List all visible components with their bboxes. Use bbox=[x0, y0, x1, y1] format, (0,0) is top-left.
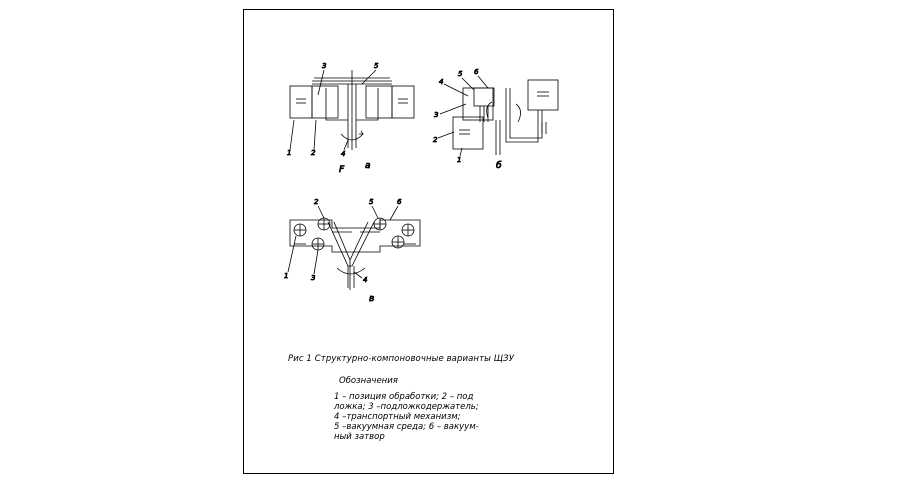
panel-b-label: б bbox=[496, 161, 502, 171]
legend-line: 4 –транспортный механизм; bbox=[334, 412, 461, 422]
legend-line: ный затвор bbox=[334, 432, 385, 442]
legend bbox=[334, 392, 514, 442]
panel-b-number-5: 5 bbox=[458, 70, 463, 78]
figure-caption: Рис 1 Структурно-компоновочные варианты ЩЗУ bbox=[288, 354, 514, 364]
panel-a-number-1: 1 bbox=[287, 149, 292, 157]
panel-a-diagram bbox=[290, 70, 414, 150]
document-page bbox=[243, 9, 614, 474]
panel-b-number-3: 3 bbox=[434, 111, 439, 119]
legend-line: 1 – позиция обработки; 2 – под bbox=[334, 392, 474, 402]
panel-b-diagram bbox=[438, 76, 558, 156]
panel-a-number-4: 4 bbox=[341, 150, 346, 158]
panel-b-number-6: 6 bbox=[474, 68, 479, 76]
panel-c-number-2: 2 bbox=[314, 198, 319, 206]
panel-b-number-2: 2 bbox=[433, 136, 438, 144]
panel-a-number-2: 2 bbox=[311, 149, 316, 157]
panel-c-number-5: 5 bbox=[369, 198, 374, 206]
panel-c-label: в bbox=[369, 294, 375, 304]
panel-b-number-4: 4 bbox=[439, 78, 444, 86]
structural-diagram bbox=[244, 10, 615, 310]
force-label: F bbox=[339, 165, 345, 175]
panel-c-number-6: 6 bbox=[397, 198, 402, 206]
panel-c-number-1: 1 bbox=[284, 272, 289, 280]
panel-c-diagram bbox=[288, 206, 420, 290]
panel-a-label: а bbox=[365, 161, 371, 171]
panel-c-number-4: 4 bbox=[363, 276, 368, 284]
legend-line: 5 –вакуумная среда; 6 – вакуум- bbox=[334, 422, 479, 432]
panel-c-number-3: 3 bbox=[311, 274, 316, 282]
panel-b-number-1: 1 bbox=[457, 156, 462, 164]
legend-line: ложка; 3 –подложкодержатель; bbox=[334, 402, 479, 412]
legend-title: Обозначения bbox=[339, 376, 398, 386]
panel-a-number-5: 5 bbox=[374, 62, 379, 70]
panel-a-number-3: 3 bbox=[322, 62, 327, 70]
